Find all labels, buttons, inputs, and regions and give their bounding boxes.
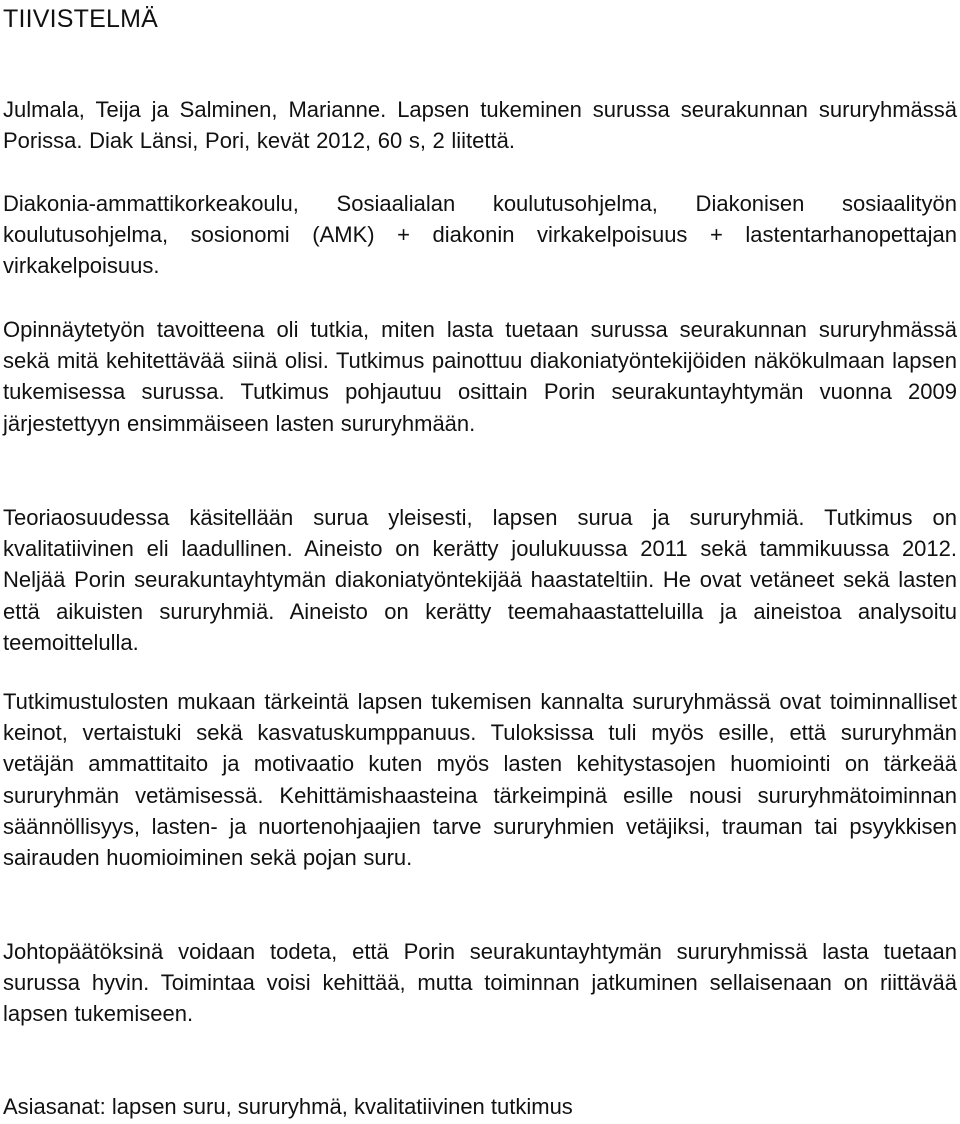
page-title: TIIVISTELMÄ bbox=[3, 5, 159, 33]
keywords-line: Asiasanat: lapsen suru, sururyhmä, kvalitatiivinen tutkimus bbox=[3, 1094, 573, 1119]
citation-paragraph: Julmala, Teija ja Salminen, Marianne. Lapsen tukeminen surussa seurakunnan sururyhmässä Porissa. Diak Länsi, Pori, kevät 2012, 60 s, 2 liitettä. bbox=[3, 97, 957, 154]
aim-paragraph: Opinnäytetyön tavoitteena oli tutkia, miten lasta tuetaan surussa seurakunnan sururyhmässä sekä mitä kehitettävää siinä olisi. Tutkimus painottuu diakoniatyöntekijöiden näkökulmaan lapsen tukemisessa surussa. Tutkimus pohjautuu osittain Porin seurakuntayhtymän vuonna 2009 järjestettyyn ensimmäiseen lasten sururyhmään. bbox=[3, 317, 957, 436]
conclusion-paragraph: Johtopäätöksinä voidaan todeta, että Porin seurakuntayhtymän sururyhmissä lasta tuetaan surussa hyvin. Toimintaa voisi kehittää, mutta toiminnan jatkuminen sellaisenaan on riittävää lapsen tukemiseen. bbox=[3, 939, 957, 1027]
programme-paragraph: Diakonia-ammattikorkeakoulu, Sosiaalialan koulutusohjelma, Diakonisen sosiaalityön koulutusohjelma, sosionomi (AMK) + diakonin virkakelpoisuus + lastentarhanopettajan virkakelpoisuus. bbox=[3, 191, 957, 279]
theory-paragraph: Teoriaosuudessa käsitellään surua yleisesti, lapsen surua ja sururyhmiä. Tutkimus on kvalitatiivinen eli laadullinen. Aineisto on kerätty joulukuussa 2011 sekä tammikuussa 2012. Neljää Porin seurakuntayhtymän diakoniatyöntekijää haastateltiin. He ovat vetäneet sekä lasten että aikuisten sururyhmiä. Aineisto on kerätty teemahaastatteluilla ja aineistoa analysoitu teemoittelulla. bbox=[3, 505, 957, 655]
results-paragraph: Tutkimustulosten mukaan tärkeintä lapsen tukemisen kannalta sururyhmässä ovat toiminnalliset keinot, vertaistuki sekä kasvatuskumppanuus. Tuloksissa tuli myös esille, että sururyhmän vetäjän ammattitaito ja motivaatio kuten myös lasten kehitystasojen huomiointi on tärkeää sururyhmän vetämisessä. Kehittämishaasteina tärkeimpinä esille nousi sururyhmätoiminnan säännöllisyys, lasten- ja nuortenohjaajien tarve sururyhmien vetäjiksi, trauman tai psyykkisen sairauden huomioiminen sekä pojan suru. bbox=[3, 689, 957, 871]
